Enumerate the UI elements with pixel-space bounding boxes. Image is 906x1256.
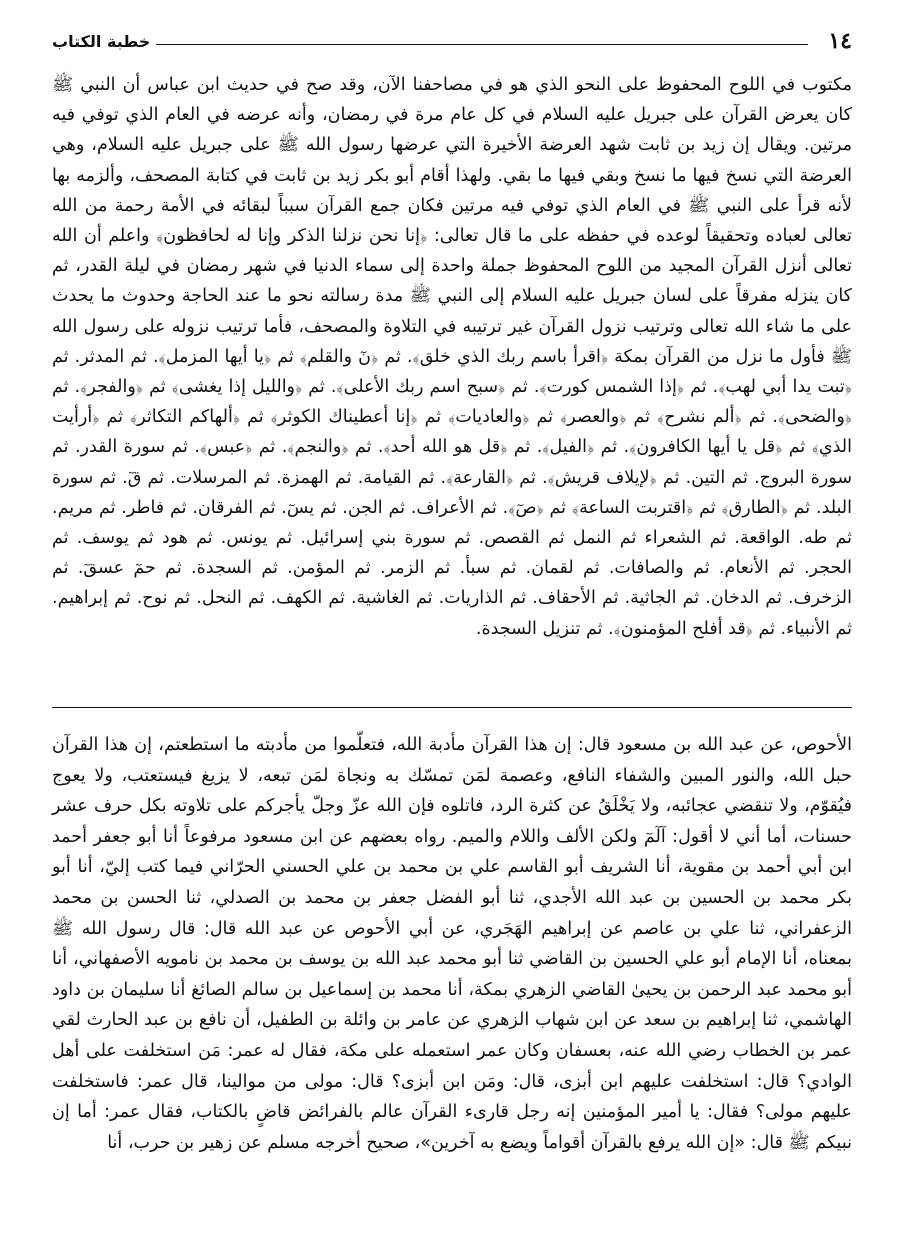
- page-header: [52, 28, 852, 58]
- footnote-separator: [52, 707, 852, 708]
- header-rule: [156, 44, 808, 45]
- footnote-text: [52, 730, 852, 1158]
- main-paragraph: مكتوب في اللوح المحفوظ على النحو الذي هو في مصاحفنا الآن، وقد صح في حديث ابن عباس أن النبي ﷺ كان يعرض القرآن على جبريل عليه السلام في كل عام مرة في رمضان، وأنه عرضه في العام الذي توفي فيه مرتين. ويقال إن زيد بن ثابت شهد العرضة الأخيرة التي عرضها رسول الله ﷺ على جبريل عليه السلام، وهي العرضة التي نسخ فيها ما نسخ وبقي فيها ما بقي. ولهذا أقام أبو بكر زيد بن ثابت في كتابة المصحف، وألزمه بها لأنه قرأ على النبي ﷺ في العام الذي توفي فيه مرتين فكان جمع القرآن سبباً لبقائه في الأمة رحمة من الله تعالى لعباده وتحقيقاً لوعده في حفظه على ما قال تعالى: ﴿إنا نحن نزلنا الذكر وإنا له لحافظون﴾ واعلم أن الله تعالى أنزل القرآن المجيد من اللوح المحفوظ جملة واحدة إلى سماء الدنيا في شهر رمضان في ليلة القدر، ثم كان ينزله مفرقاً على لسان جبريل عليه السلام إلى النبي ﷺ مدة رسالته نحو ما عند الحاجة وحدوث ما يحدث على ما شاء الله تعالى وترتيب نزول القرآن غير ترتيبه في التلاوة والمصحف، فأما ترتيب نزوله على رسول الله ﷺ فأول ما نزل من القرآن بمكة ﴿اقرأ باسم ربك الذي خلق﴾. ثم ﴿نٓ والقلم﴾ ثم ﴿يا أيها المزمل﴾. ثم المدثر. ثم ﴿تبت يدا أبي لهب﴾. ثم ﴿إذا الشمس كورت﴾. ثم ﴿سبح اسم ربك الأعلى﴾. ثم ﴿والليل إذا يغشى﴾ ثم ﴿والفجر﴾. ثم ﴿والضحى﴾. ثم ﴿ألم نشرح﴾ ثم ﴿والعصر﴾ ثم ﴿والعاديات﴾ ثم ﴿إنا أعطيناك الكوثر﴾ ثم ﴿ألهاكم التكاثر﴾ ثم ﴿أرأيت الذي﴾ ثم ﴿قل يا أيها الكافرون﴾. ثم ﴿الفيل﴾. ثم ﴿قل هو الله أحد﴾. ثم ﴿والنجم﴾. ثم ﴿عبس﴾. ثم سورة القدر. ثم سورة البروج. ثم التين. ثم ﴿لإيلاف قريش﴾. ثم ﴿القارعة﴾. ثم القيامة. ثم الهمزة. ثم المرسلات. ثم قٓ. ثم سورة البلد. ثم ﴿الطارق﴾ ثم ﴿اقتربت الساعة﴾ ثم ﴿صٓ﴾. ثم الأعراف. ثم الجن. ثم يسٓ. ثم الفرقان. ثم فاطر. ثم مريم. ثم طه. الواقعة. ثم الشعراء ثم النمل ثم القصص. ثم سورة بني إسرائيل. ثم يونس. ثم هود ثم يوسف. ثم الحجر. ثم الأنعام. ثم والصافات. ثم لقمان. ثم سبأ. ثم الزمر. ثم المؤمن. ثم السجدة. ثم حمٓ عسقٓ. ثم الزخرف. ثم الدخان. ثم الجاثية. ثم الأحقاف. ثم الذاريات. ثم الغاشية. ثم الكهف. ثم النحل. ثم نوح. ثم إبراهيم. ثم الأنبياء. ثم ﴿قد أفلح المؤمنون﴾. ثم تنزيل السجدة.: [52, 75, 852, 639]
- running-title: خطبة الكتاب: [52, 32, 151, 51]
- page-number: ١٤: [828, 28, 852, 54]
- footnote-paragraph: الأحوص، عن عبد الله بن مسعود قال: إن هذا القرآن مأدبة الله، فتعلّموا من مأدبته ما استطعتم، إن هذا القرآن حبل الله، والنور المبين والشفاء النافع، وعصمة لمَن تمسّك به ونجاة لمَن تبعه، لا يزيغ فيستعتب، ولا يعوج فيُقوّم، ولا تنقضي عجائبه، ولا يَخْلَقُ عن كثرة الرد، فاتلوه فإن الله عزّ وجلّ يأجركم على تلاوته بكل حرف عشر حسنات، أما أني لا أقول: آلٓمٓ ولكن الألف واللام والميم. رواه بعضهم عن ابن مسعود مرفوعاً أنا أبو جعفر أحمد ابن أبي أحمد بن مقوية، أنا الشريف أبو القاسم علي بن محمد بن علي الحسني الحرّاني فيما كتب إليّ، أنا أبو بكر محمد بن الحسين بن عبد الله الأجدي، ثنا أبو الفضل جعفر بن محمد بن الصدلي، ثنا الحسن بن محمد الزعفراني، ثنا علي بن عاصم عن إبراهيم الهَجَري، عن أبي الأحوص عن عبد الله قال: قال رسول الله ﷺ بمعناه، أنا الإمام أبو علي الحسين بن القاضي ثنا أبو محمد عبد الله بن يوسف بن محمد بن نامويه الأصفهاني، أنا أبو محمد عبد الرحمن بن يحيىٰ القاضي الزهري بمكة، أنا محمد بن إسماعيل بن سالم الصائغ أنا سليمان بن داود الهاشمي، ثنا إبراهيم بن سعد عن ابن شهاب الزهري عن عامر بن وائلة بن الطفيل، أن نافع بن عبد الحارث لقي عمر بن الخطاب رضي الله عنه، بعسفان وكان عمر استعمله على مكة، فقال له عمر: مَن استخلفت على أهل الوادي؟ قال: استخلفت عليهم ابن أبزى، قال: ومَن ابن أبزى؟ قال: مولى من موالينا، قال عمر: فاستخلفت عليهم مولى؟ فقال: يا أمير المؤمنين إنه رجل قارىء القرآن عالم بالفرائض قاضٍ بالكتاب، فقال عمر: أما إن نبيكم ﷺ قال: «إن الله يرفع بالقرآن أقواماً ويضع به آخرين»، صحيح أخرجه مسلم عن زهير بن حرب، أنا: [52, 735, 852, 1153]
- main-text: [52, 70, 852, 644]
